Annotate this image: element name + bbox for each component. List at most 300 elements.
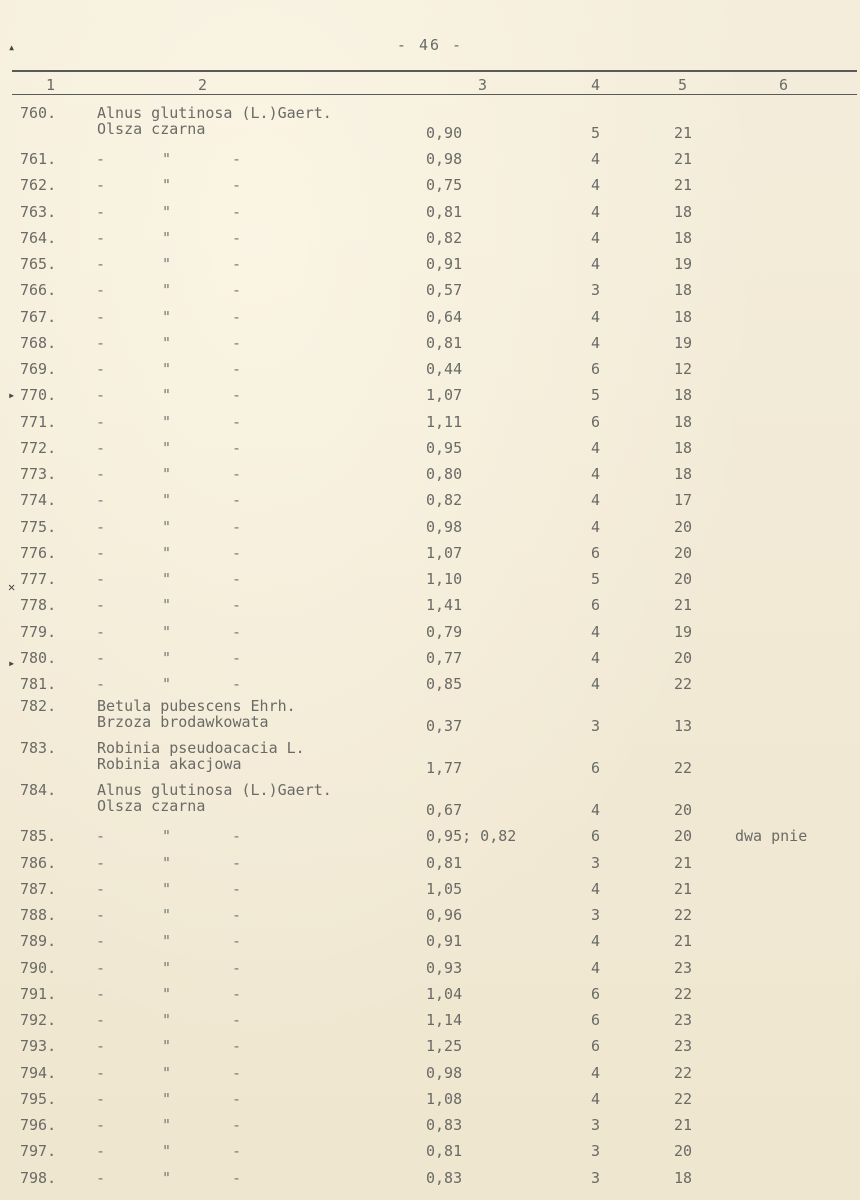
cell-col-5: 18: [674, 228, 693, 247]
ditto-mark: -: [96, 648, 106, 667]
ditto-mark: -: [232, 827, 242, 846]
cell-col-3: 0,93: [426, 958, 463, 977]
table-row: [0, 955, 860, 981]
cell-col-4: 4: [591, 517, 601, 536]
table-row: [0, 739, 860, 781]
ditto-mark: ": [162, 438, 172, 457]
table-row: [0, 225, 860, 251]
ditto-mark: -: [96, 438, 106, 457]
ditto-mark: -: [232, 1037, 242, 1056]
ditto-mark: ": [162, 906, 172, 924]
ditto-mark: -: [96, 176, 106, 195]
table-row: [0, 928, 860, 954]
ditto-mark: ": [162, 596, 172, 615]
row-number: 769.: [20, 360, 57, 378]
row-number: 798.: [20, 1168, 57, 1187]
cell-col-4: 4: [591, 307, 601, 326]
table-row: [0, 304, 860, 330]
cell-col-4: 3: [591, 1168, 601, 1187]
row-number: 774.: [20, 491, 57, 510]
cell-col-4: 4: [591, 801, 601, 820]
margin-mark-icon: ▴: [8, 40, 16, 54]
table-row: [0, 1007, 860, 1033]
ditto-mark: -: [232, 1168, 242, 1187]
cell-col-4: 6: [591, 759, 601, 778]
ditto-mark: ": [162, 932, 172, 951]
cell-col-5: 22: [674, 1089, 693, 1108]
ditto-mark: -: [232, 596, 242, 615]
table-row: [0, 1033, 860, 1059]
cell-col-5: 22: [674, 906, 693, 924]
row-number: 763.: [20, 202, 57, 221]
table-row: [0, 566, 860, 592]
cell-col-5: 18: [674, 1168, 693, 1187]
species-polish-name: Olsza czarna: [97, 120, 206, 138]
ditto-mark: ": [162, 281, 172, 300]
row-number: 793.: [20, 1037, 57, 1056]
ditto-mark: -: [232, 622, 242, 641]
cell-col-4: 3: [591, 717, 601, 736]
ditto-mark: -: [96, 984, 106, 1003]
cell-col-3: 0,37: [426, 717, 463, 736]
cell-col-3: 1,11: [426, 412, 463, 431]
ditto-mark: -: [232, 984, 242, 1003]
cell-col-3: 0,82: [426, 228, 463, 247]
table-row: [0, 199, 860, 225]
table-row: [0, 277, 860, 303]
ditto-mark: -: [232, 1011, 242, 1029]
ditto-mark: -: [232, 853, 242, 872]
cell-col-4: 6: [591, 543, 601, 562]
ditto-mark: ": [162, 879, 172, 898]
row-number: 796.: [20, 1116, 57, 1134]
cell-col-5: 18: [674, 465, 693, 483]
row-number: 784.: [20, 781, 57, 800]
table-body: [0, 104, 860, 1191]
cell-col-5: 20: [674, 543, 693, 562]
row-number: 768.: [20, 333, 57, 352]
table-row: [0, 902, 860, 928]
ditto-mark: ": [162, 853, 172, 872]
cell-col-4: 4: [591, 150, 601, 168]
table-row: [0, 671, 860, 697]
table-row: [0, 514, 860, 540]
cell-col-5: 23: [674, 1011, 693, 1029]
cell-col-3: 0,83: [426, 1168, 463, 1187]
ditto-mark: ": [162, 543, 172, 562]
cell-col-3: 0,91: [426, 255, 463, 273]
cell-col-4: 4: [591, 491, 601, 510]
ditto-mark: -: [232, 675, 242, 693]
cell-col-5: 20: [674, 517, 693, 536]
table-row: [0, 409, 860, 435]
ditto-mark: ": [162, 360, 172, 378]
ditto-mark: -: [96, 827, 106, 846]
ditto-mark: ": [162, 412, 172, 431]
row-number: 777.: [20, 570, 57, 588]
cell-col-3: 0,82: [426, 491, 463, 510]
ditto-mark: -: [232, 307, 242, 326]
table-row: [0, 461, 860, 487]
row-number: 773.: [20, 465, 57, 483]
cell-col-5: 21: [674, 596, 693, 615]
cell-col-6: dwa pnie: [735, 827, 808, 846]
ditto-mark: -: [232, 1142, 242, 1161]
cell-col-5: 21: [674, 124, 693, 142]
column-header-6: 6: [779, 76, 789, 94]
row-number: 780.: [20, 648, 57, 667]
cell-col-3: 0,98: [426, 1063, 463, 1082]
cell-col-3: 1,04: [426, 984, 463, 1003]
cell-col-5: 18: [674, 438, 693, 457]
ditto-mark: -: [96, 1063, 106, 1082]
ditto-mark: -: [96, 228, 106, 247]
species-polish-name: Brzoza brodawkowata: [97, 713, 269, 732]
header-rule-top: [12, 70, 857, 72]
ditto-mark: -: [96, 596, 106, 615]
table-row: [0, 540, 860, 566]
column-header-1: 1: [46, 76, 56, 94]
row-number: 787.: [20, 879, 57, 898]
table-row: [0, 356, 860, 382]
ditto-mark: ": [162, 1063, 172, 1082]
ditto-mark: -: [96, 333, 106, 352]
cell-col-5: 22: [674, 1063, 693, 1082]
ditto-mark: -: [96, 1011, 106, 1029]
row-number: 775.: [20, 517, 57, 536]
ditto-mark: ": [162, 202, 172, 221]
cell-col-3: 0,98: [426, 150, 463, 168]
ditto-mark: ": [162, 176, 172, 195]
ditto-mark: ": [162, 827, 172, 846]
ditto-mark: -: [232, 1063, 242, 1082]
cell-col-5: 18: [674, 281, 693, 300]
cell-col-3: 0,79: [426, 622, 463, 641]
cell-col-3: 0,90: [426, 124, 463, 142]
cell-col-4: 4: [591, 879, 601, 898]
row-number: 783.: [20, 739, 57, 758]
ditto-mark: -: [232, 879, 242, 898]
cell-col-4: 4: [591, 438, 601, 457]
cell-col-4: 4: [591, 1089, 601, 1108]
ditto-mark: -: [96, 622, 106, 641]
row-number: 761.: [20, 150, 57, 168]
ditto-mark: -: [96, 255, 106, 273]
cell-col-5: 21: [674, 879, 693, 898]
row-number: 790.: [20, 958, 57, 977]
cell-col-4: 6: [591, 984, 601, 1003]
table-row: [0, 251, 860, 277]
cell-col-3: 0,44: [426, 360, 463, 378]
table-row: [0, 981, 860, 1007]
ditto-mark: -: [232, 255, 242, 273]
cell-col-3: 0,96: [426, 906, 463, 924]
cell-col-5: 20: [674, 648, 693, 667]
ditto-mark: -: [96, 360, 106, 378]
species-latin-name: Robinia pseudoacacia L.: [97, 739, 305, 758]
column-header-3: 3: [478, 76, 488, 94]
cell-col-3: 0,83: [426, 1116, 463, 1134]
ditto-mark: -: [232, 491, 242, 510]
ditto-mark: ": [162, 1011, 172, 1029]
ditto-mark: -: [96, 1037, 106, 1056]
cell-col-4: 6: [591, 596, 601, 615]
ditto-mark: -: [232, 517, 242, 536]
cell-col-5: 20: [674, 570, 693, 588]
ditto-mark: -: [232, 1116, 242, 1134]
cell-col-5: 18: [674, 307, 693, 326]
cell-col-4: 4: [591, 255, 601, 273]
row-number: 781.: [20, 675, 57, 693]
ditto-mark: -: [96, 1142, 106, 1161]
ditto-mark: ": [162, 465, 172, 483]
cell-col-4: 4: [591, 622, 601, 641]
table-row: [0, 645, 860, 671]
cell-col-5: 17: [674, 491, 693, 510]
cell-col-5: 21: [674, 853, 693, 872]
cell-col-5: 21: [674, 176, 693, 195]
table-row: [0, 1165, 860, 1191]
cell-col-4: 3: [591, 853, 601, 872]
species-latin-name: Betula pubescens Ehrh.: [97, 697, 296, 716]
ditto-mark: -: [96, 958, 106, 977]
ditto-mark: -: [96, 1089, 106, 1108]
ditto-mark: -: [232, 438, 242, 457]
cell-col-5: 23: [674, 958, 693, 977]
row-number: 794.: [20, 1063, 57, 1082]
cell-col-4: 4: [591, 958, 601, 977]
row-number: 789.: [20, 932, 57, 951]
ditto-mark: -: [96, 281, 106, 300]
column-header-4: 4: [591, 76, 601, 94]
column-header-row: [0, 76, 860, 94]
cell-col-5: 21: [674, 150, 693, 168]
ditto-mark: ": [162, 150, 172, 168]
cell-col-5: 12: [674, 360, 693, 378]
cell-col-4: 4: [591, 932, 601, 951]
cell-col-5: 18: [674, 202, 693, 221]
ditto-mark: -: [232, 281, 242, 300]
ditto-mark: ": [162, 255, 172, 273]
ditto-mark: -: [232, 543, 242, 562]
cell-col-3: 0,80: [426, 465, 463, 483]
ditto-mark: -: [96, 517, 106, 536]
table-row: [0, 1112, 860, 1138]
table-row: [0, 619, 860, 645]
table-row: [0, 435, 860, 461]
species-polish-name: Robinia akacjowa: [97, 755, 242, 774]
ditto-mark: ": [162, 333, 172, 352]
cell-col-3: 1,25: [426, 1037, 463, 1056]
cell-col-5: 20: [674, 827, 693, 846]
ditto-mark: ": [162, 984, 172, 1003]
cell-col-4: 6: [591, 827, 601, 846]
ditto-mark: ": [162, 1116, 172, 1134]
ditto-mark: -: [96, 202, 106, 221]
row-number: 795.: [20, 1089, 57, 1108]
cell-col-4: 3: [591, 906, 601, 924]
ditto-mark: -: [96, 412, 106, 431]
row-number: 760.: [20, 104, 57, 122]
cell-col-5: 13: [674, 717, 693, 736]
cell-col-4: 4: [591, 176, 601, 195]
table-row: [0, 876, 860, 902]
table-row: [0, 1086, 860, 1112]
ditto-mark: -: [232, 360, 242, 378]
row-number: 766.: [20, 281, 57, 300]
row-number: 762.: [20, 176, 57, 195]
row-number: 792.: [20, 1011, 57, 1029]
cell-col-5: 21: [674, 1116, 693, 1134]
cell-col-5: 19: [674, 622, 693, 641]
ditto-mark: -: [232, 176, 242, 195]
cell-col-3: 0,81: [426, 1142, 463, 1161]
table-row: [0, 382, 860, 408]
cell-col-5: 21: [674, 932, 693, 951]
cell-col-3: 0,81: [426, 853, 463, 872]
cell-col-3: 0,81: [426, 333, 463, 352]
row-number: 782.: [20, 697, 57, 716]
margin-mark-icon: ▸: [8, 388, 16, 402]
ditto-mark: ": [162, 517, 172, 536]
ditto-mark: ": [162, 491, 172, 510]
ditto-mark: ": [162, 675, 172, 693]
cell-col-4: 4: [591, 228, 601, 247]
cell-col-4: 5: [591, 570, 601, 588]
table-row: [0, 330, 860, 356]
cell-col-4: 4: [591, 333, 601, 352]
cell-col-5: 22: [674, 984, 693, 1003]
species-polish-name: Olsza czarna: [97, 797, 206, 816]
cell-col-5: 20: [674, 801, 693, 820]
row-number: 772.: [20, 438, 57, 457]
cell-col-4: 4: [591, 675, 601, 693]
cell-col-4: 6: [591, 1011, 601, 1029]
cell-col-3: 0,81: [426, 202, 463, 221]
cell-col-3: 1,05: [426, 879, 463, 898]
table-row: [0, 104, 860, 146]
ditto-mark: -: [96, 1168, 106, 1187]
table-row: [0, 850, 860, 876]
cell-col-4: 5: [591, 124, 601, 142]
column-header-2: 2: [198, 76, 208, 94]
cell-col-4: 4: [591, 1063, 601, 1082]
table-row: [0, 781, 860, 823]
cell-col-3: 0,98: [426, 517, 463, 536]
cell-col-3: 0,57: [426, 281, 463, 300]
ditto-mark: -: [232, 648, 242, 667]
ditto-mark: -: [96, 675, 106, 693]
ditto-mark: -: [96, 570, 106, 588]
ditto-mark: ": [162, 570, 172, 588]
ditto-mark: -: [232, 202, 242, 221]
cell-col-4: 3: [591, 281, 601, 300]
cell-col-3: 0,95: [426, 438, 463, 457]
ditto-mark: ": [162, 386, 172, 405]
ditto-mark: -: [96, 853, 106, 872]
ditto-mark: -: [232, 228, 242, 247]
ditto-mark: -: [96, 491, 106, 510]
column-header-5: 5: [678, 76, 688, 94]
ditto-mark: -: [232, 333, 242, 352]
table-row: [0, 592, 860, 618]
species-latin-name: Alnus glutinosa (L.)Gaert.: [97, 781, 332, 800]
cell-col-3: 1,07: [426, 386, 463, 405]
ditto-mark: -: [232, 465, 242, 483]
ditto-mark: ": [162, 228, 172, 247]
ditto-mark: -: [232, 932, 242, 951]
ditto-mark: -: [96, 906, 106, 924]
cell-col-5: 18: [674, 386, 693, 405]
ditto-mark: ": [162, 1037, 172, 1056]
cell-col-3: 1,07: [426, 543, 463, 562]
margin-mark-icon: ▸: [8, 656, 16, 670]
cell-col-3: 1,08: [426, 1089, 463, 1108]
row-number: 767.: [20, 307, 57, 326]
ditto-mark: -: [96, 386, 106, 405]
cell-col-5: 19: [674, 255, 693, 273]
row-number: 779.: [20, 622, 57, 641]
ditto-mark: -: [232, 412, 242, 431]
table-row: [0, 172, 860, 198]
row-number: 770.: [20, 386, 57, 405]
cell-col-4: 6: [591, 412, 601, 431]
ditto-mark: ": [162, 1168, 172, 1187]
table-row: [0, 487, 860, 513]
ditto-mark: ": [162, 958, 172, 977]
ditto-mark: -: [96, 150, 106, 168]
ditto-mark: -: [232, 150, 242, 168]
ditto-mark: -: [232, 958, 242, 977]
row-number: 791.: [20, 984, 57, 1003]
page-number: - 46 -: [396, 36, 464, 54]
cell-col-5: 19: [674, 333, 693, 352]
row-number: 765.: [20, 255, 57, 273]
ditto-mark: -: [96, 307, 106, 326]
table-row: [0, 1060, 860, 1086]
table-row: [0, 1138, 860, 1164]
cell-col-3: 0,64: [426, 307, 463, 326]
header-rule-bottom: [12, 94, 857, 95]
table-row: [0, 823, 860, 849]
row-number: 788.: [20, 906, 57, 924]
cell-col-4: 4: [591, 202, 601, 221]
species-latin-name: Alnus glutinosa (L.)Gaert.: [97, 104, 332, 122]
cell-col-3: 0,67: [426, 801, 463, 820]
cell-col-3: 0,85: [426, 675, 463, 693]
ditto-mark: -: [96, 879, 106, 898]
cell-col-5: 18: [674, 412, 693, 431]
cell-col-3: 0,77: [426, 648, 463, 667]
ditto-mark: ": [162, 622, 172, 641]
row-number: 771.: [20, 412, 57, 431]
ditto-mark: ": [162, 1142, 172, 1161]
cell-col-3: 0,95; 0,82: [426, 827, 517, 846]
ditto-mark: -: [96, 543, 106, 562]
cell-col-3: 0,91: [426, 932, 463, 951]
row-number: 764.: [20, 228, 57, 247]
table-row: [0, 146, 860, 172]
ditto-mark: -: [96, 932, 106, 951]
ditto-mark: -: [232, 1089, 242, 1108]
cell-col-5: 20: [674, 1142, 693, 1161]
cell-col-4: 4: [591, 648, 601, 667]
cell-col-5: 22: [674, 759, 693, 778]
ditto-mark: -: [232, 386, 242, 405]
cell-col-4: 3: [591, 1116, 601, 1134]
ditto-mark: -: [96, 1116, 106, 1134]
cell-col-4: 3: [591, 1142, 601, 1161]
